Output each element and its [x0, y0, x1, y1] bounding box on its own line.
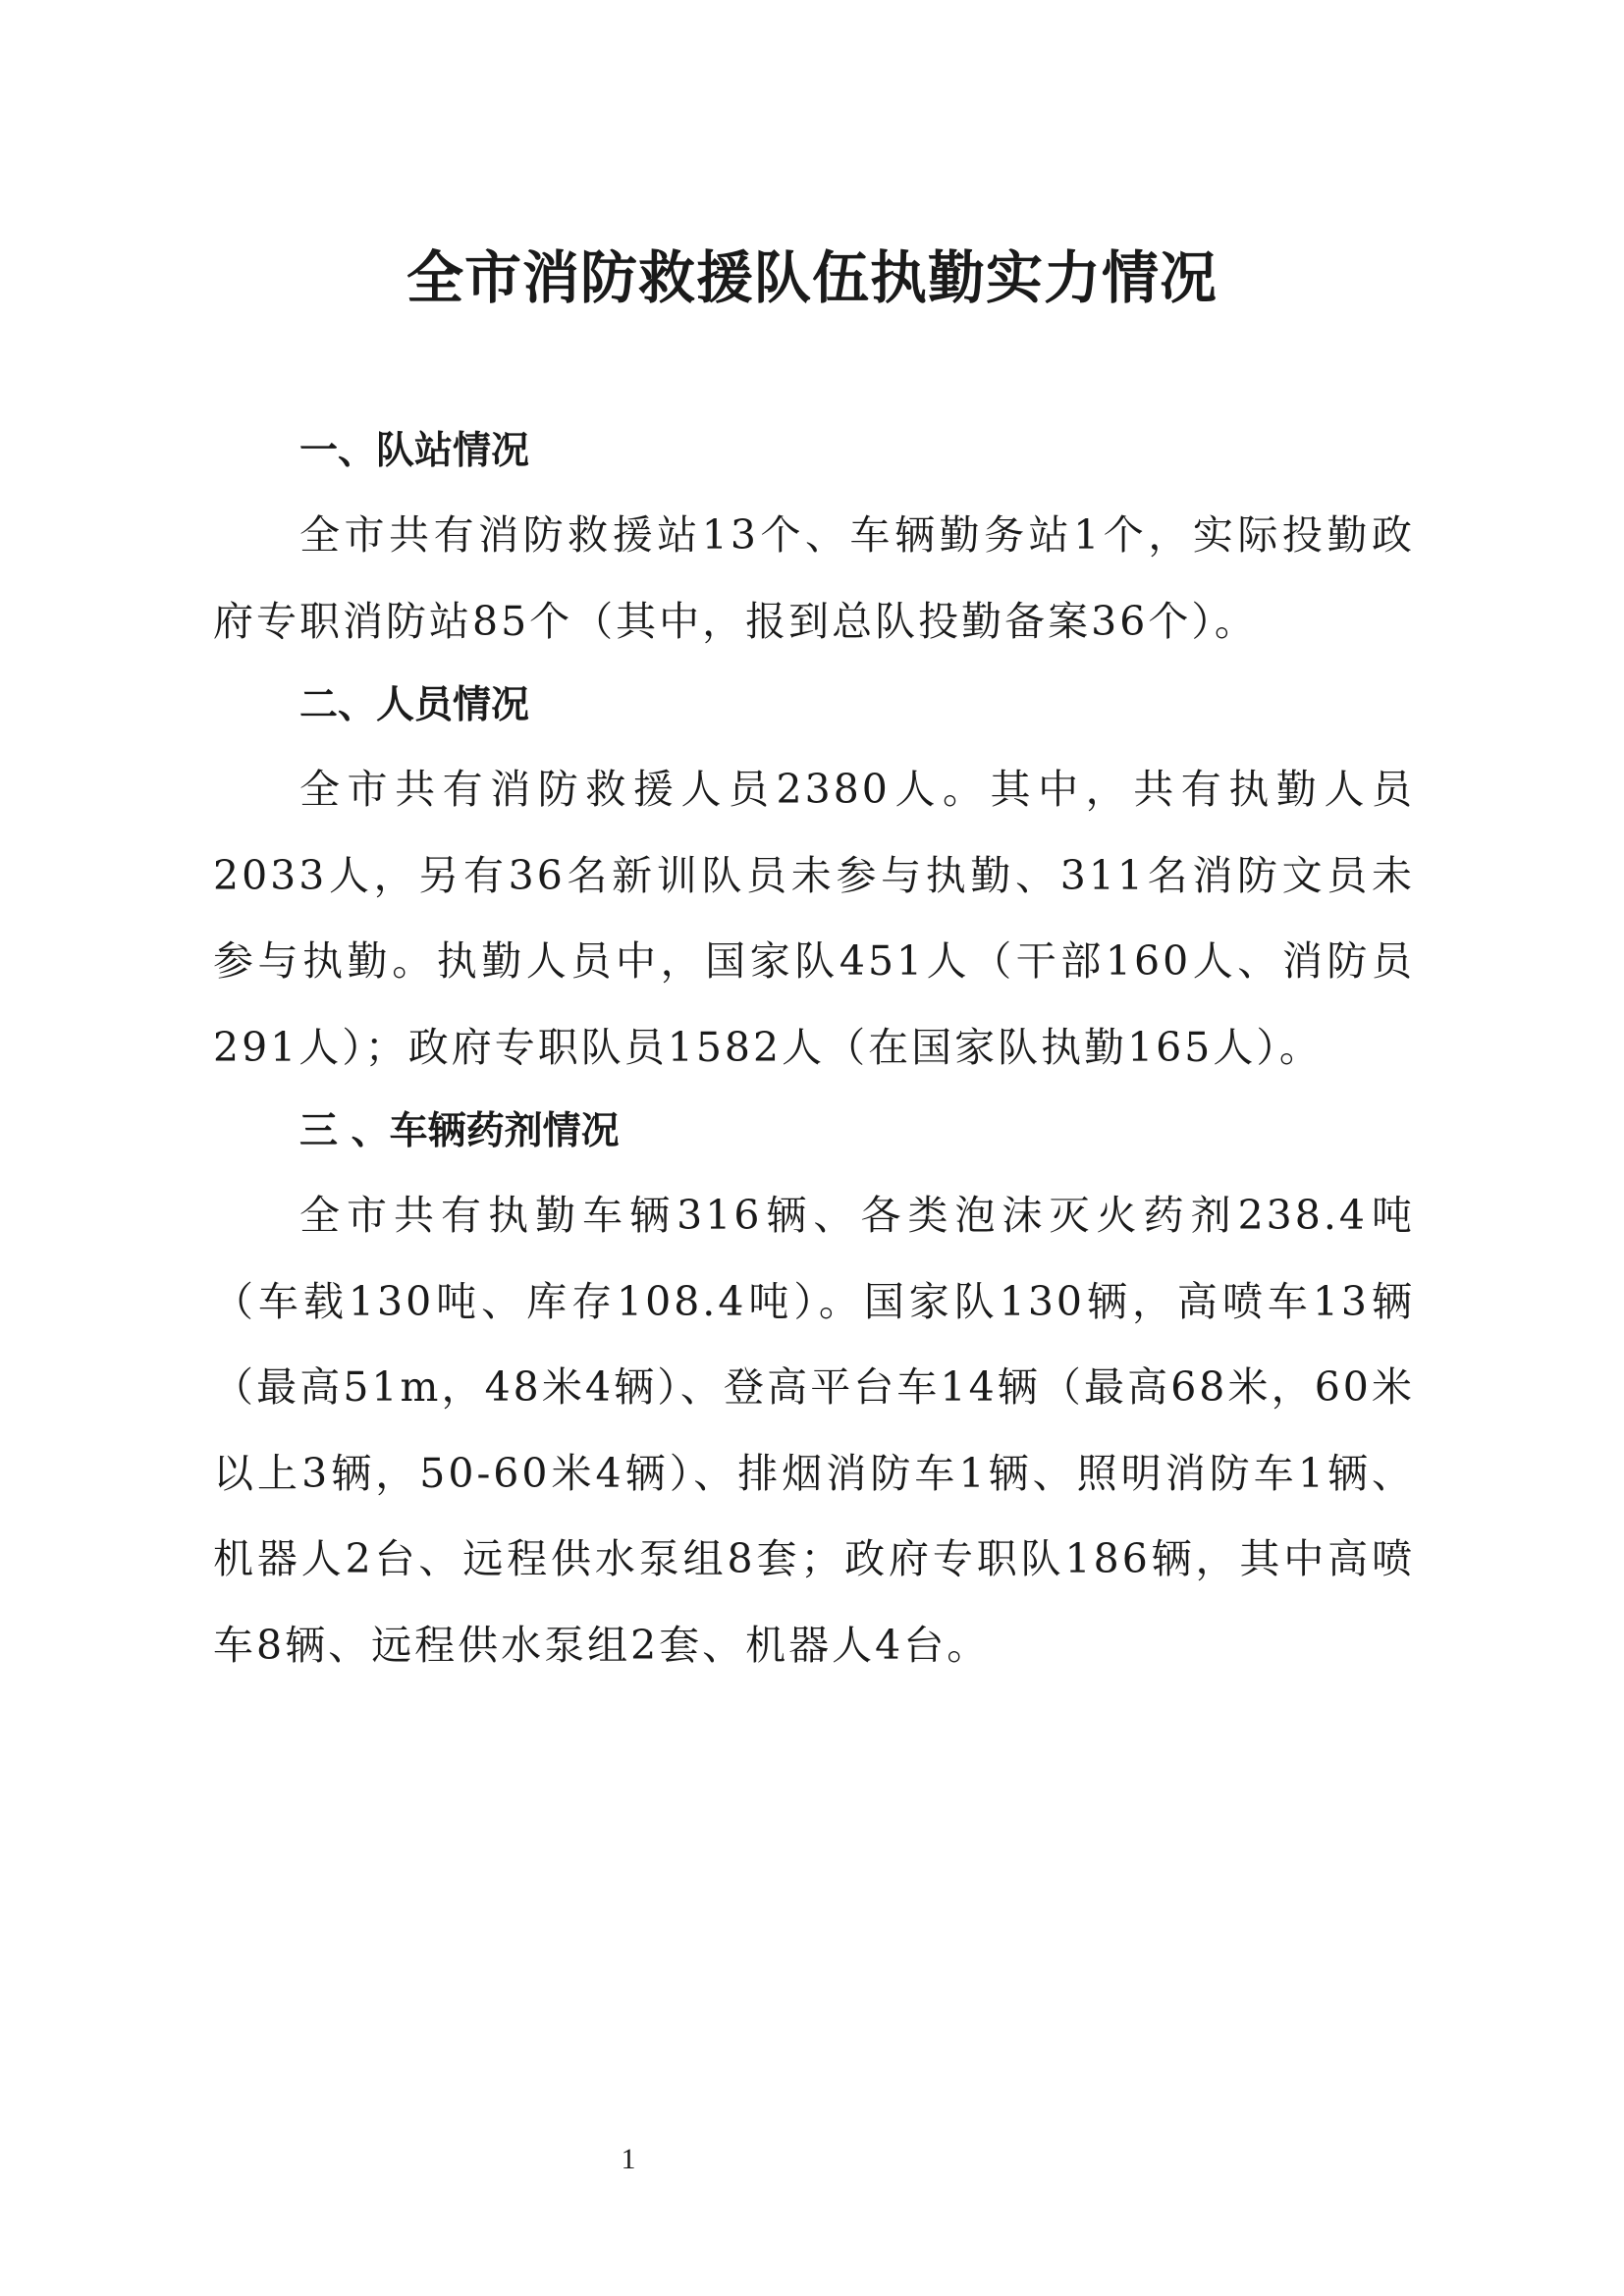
document-title: 全市消防救援队伍执勤实力情况 [406, 244, 1218, 311]
section-vehicles-agents [213, 1091, 1415, 1688]
page-number: 1 [621, 2143, 636, 2175]
section-heading: 二、人员情况 [299, 683, 530, 727]
section-paragraph: 全市共有消防救援人员2380人。其中，共有执勤人员2033人，另有36名新训队员未参与执勤、311名消防文员未参与执勤。执勤人员中，国家队451人（干部160人、消防员291人）；政府专职队员1582人（在国家队执勤165人）。 [213, 766, 1415, 1071]
section-stations [213, 410, 1415, 665]
section-personnel [213, 665, 1415, 1091]
section-heading: 三 、车辆药剂情况 [299, 1109, 620, 1153]
section-paragraph: 全市共有消防救援站13个、车辆勤务站1个，实际投勤政府专职消防站85个（其中，报到总队投勤备案36个）。 [213, 511, 1415, 645]
section-heading: 一、队站情况 [299, 429, 530, 473]
section-paragraph: 全市共有执勤车辆316辆、各类泡沫灭火药剂238.4吨（车载130吨、库存108.4吨）。国家队130辆，高喷车13辆（最高51m，48米4辆）、登高平台车14辆（最高68米，60米以上3辆，50-60米4辆）、排烟消防车1辆、照明消防车1辆、机器人2台、远程供水泵组8套；政府专职队186辆，其中高喷车8辆、远程供水泵组2套、机器人4台。 [213, 1192, 1415, 1669]
document-body [213, 410, 1415, 1688]
